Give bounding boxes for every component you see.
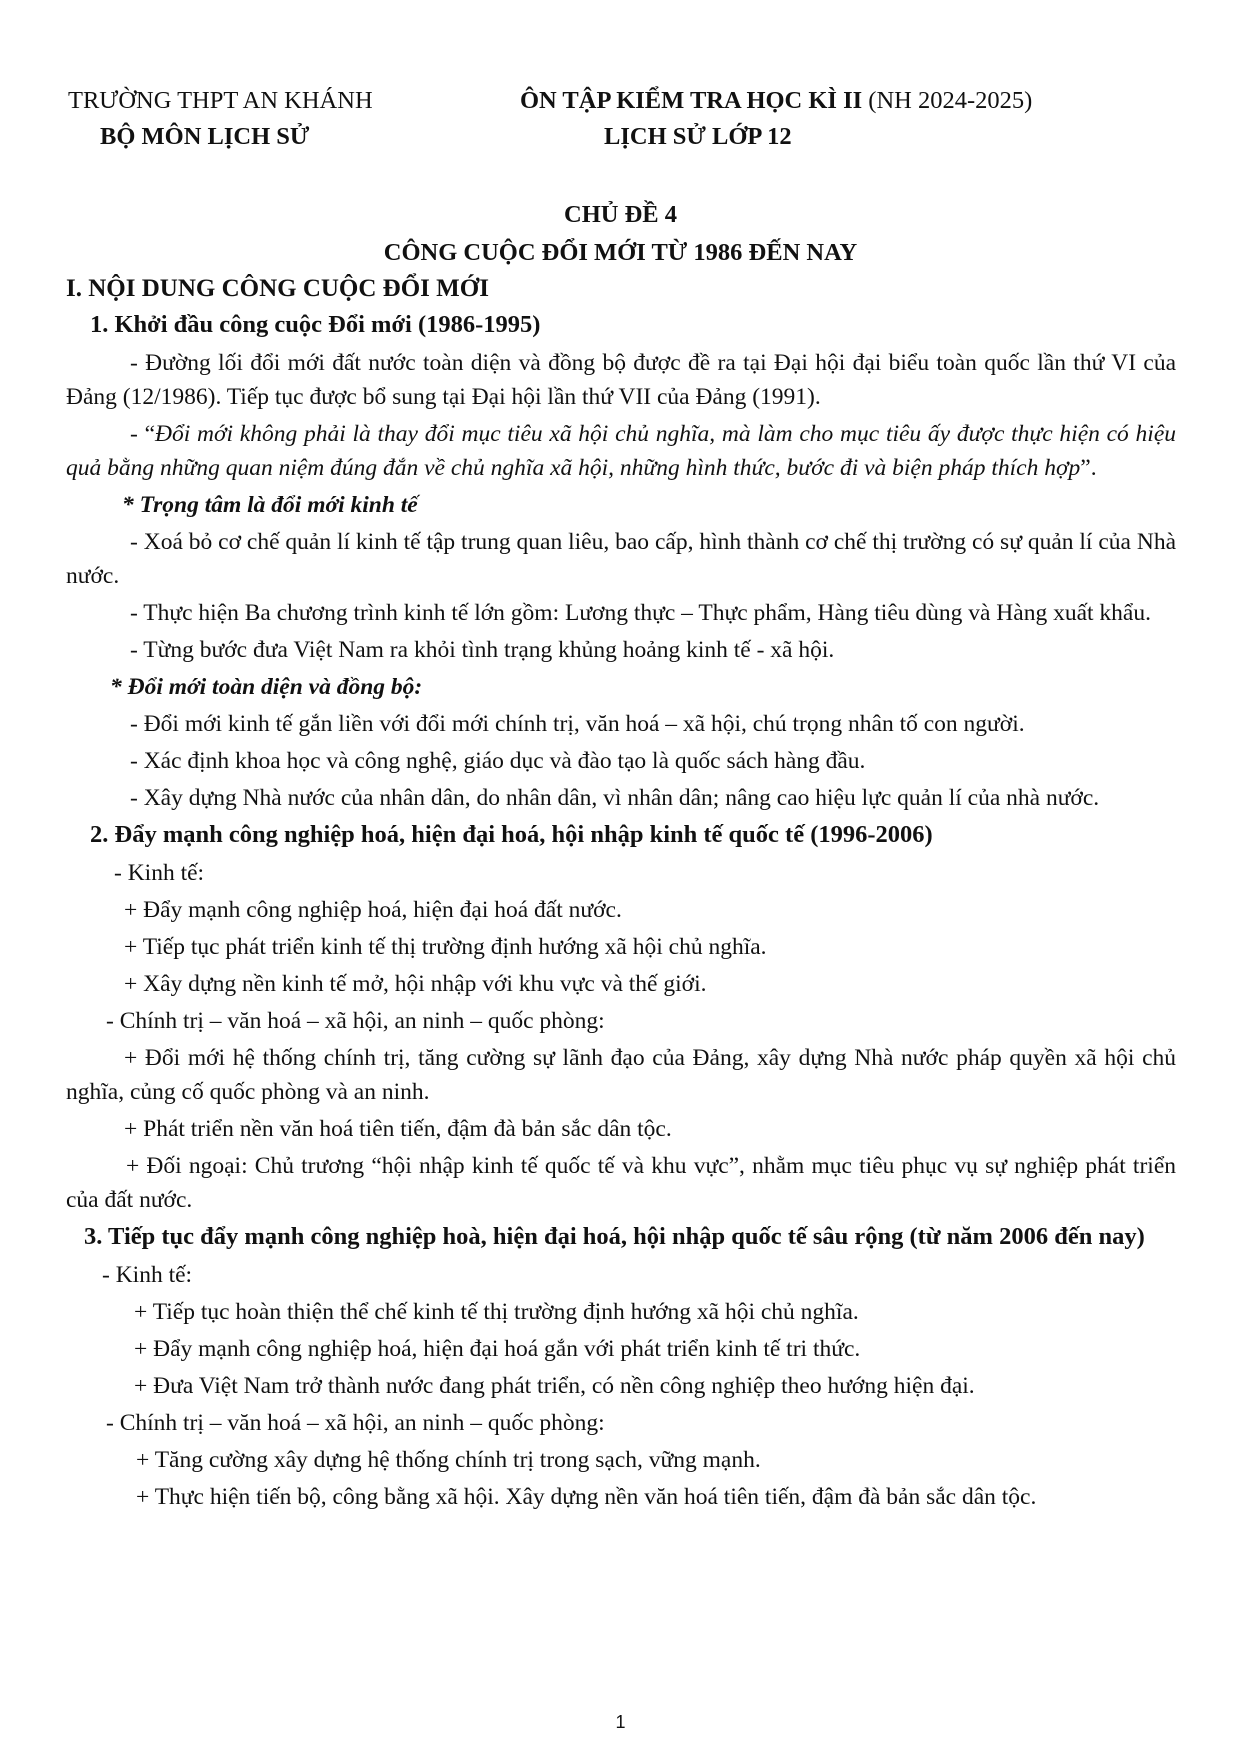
list-item: - Thực hiện Ba chương trình kinh tế lớn gồm: Lương thực – Thực phẩm, Hàng tiêu dùng và Hàng xuất khẩu. (130, 600, 1151, 626)
list-item: + Xây dựng nền kinh tế mở, hội nhập với khu vực và thế giới. (124, 971, 707, 997)
quote-open: - “ (130, 421, 156, 447)
list-item: + Đẩy mạnh công nghiệp hoá, hiện đại hoá gắn với phát triển kinh tế tri thức. (134, 1336, 861, 1362)
list-item: + Thực hiện tiến bộ, công bằng xã hội. Xây dựng nền văn hoá tiên tiến, đậm đà bản sắc dân tộc. (136, 1484, 1037, 1510)
politics-label: - Chính trị – văn hoá – xã hội, an ninh – quốc phòng: (106, 1410, 605, 1436)
topic-number: CHỦ ĐỀ 4 (564, 201, 677, 228)
list-item: - Xác định khoa học và công nghệ, giáo dục và đào tạo là quốc sách hàng đầu. (130, 748, 866, 774)
list-item: + Đổi mới hệ thống chính trị, tăng cường sự lãnh đạo của Đảng, xây dựng Nhà nước pháp quyền xã hội chủ nghĩa, củng cố quốc phòng và an ninh. (66, 1045, 1176, 1105)
list-item: + Đối ngoại: Chủ trương “hội nhập kinh tế quốc tế và khu vực”, nhằm mục tiêu phục vụ sự nghiệp phát triển của đất nước. (66, 1153, 1176, 1213)
part3-heading: 3. Tiếp tục đẩy mạnh công nghiệp hoà, hiện đại hoá, hội nhập quốc tế sâu rộng (từ năm 2006 đến nay) (84, 1223, 1145, 1250)
document-body (66, 272, 1176, 1517)
quote-close: ”. (1080, 455, 1097, 481)
exam-title-line (520, 84, 1032, 118)
part1-heading: 1. Khởi đầu công cuộc Đổi mới (1986-1995) (90, 311, 541, 338)
econ-label: - Kinh tế: (102, 1262, 193, 1288)
list-item: - Xoá bỏ cơ chế quản lí kinh tế tập trung quan liêu, bao cấp, hình thành cơ chế thị trường có sự quản lí của Nhà nước. (66, 529, 1176, 589)
exam-title: ÔN TẬP KIỂM TRA HỌC KÌ II (520, 87, 863, 114)
school-name: TRƯỜNG THPT AN KHÁNH (68, 87, 373, 114)
politics-label: - Chính trị – văn hoá – xã hội, an ninh – quốc phòng: (106, 1008, 605, 1034)
list-item: - Xây dựng Nhà nước của nhân dân, do nhân dân, vì nhân dân; nâng cao hiệu lực quản lí của nhà nước. (130, 785, 1100, 811)
list-item: - Từng bước đưa Việt Nam ra khỏi tình trạng khủng hoảng kinh tế - xã hội. (130, 637, 835, 663)
part1-quote (66, 417, 1176, 485)
econ-label: - Kinh tế: (114, 860, 205, 886)
subject-name: LỊCH SỬ LỚP 12 (604, 123, 792, 150)
econ-focus-heading: * Trọng tâm là đổi mới kinh tế (122, 492, 418, 518)
list-item: + Tiếp tục hoàn thiện thể chế kinh tế thị trường định hướng xã hội chủ nghĩa. (134, 1299, 859, 1325)
section-heading: I. NỘI DUNG CÔNG CUỘC ĐỔI MỚI (66, 275, 489, 302)
list-item: + Đẩy mạnh công nghiệp hoá, hiện đại hoá đất nước. (124, 897, 622, 923)
quote-text: Đổi mới không phải là thay đổi mục tiêu xã hội chủ nghĩa, mà làm cho mục tiêu ấy được thực hiện có hiệu quả bằng những quan niệm đúng đắn về chủ nghĩa xã hội, những hình thức, bước đi và biện pháp thích hợp (66, 421, 1177, 481)
part1-paragraph: - Đường lối đổi mới đất nước toàn diện và đồng bộ được đề ra tại Đại hội đại biểu toàn quốc lần thứ VI của Đảng (12/1986). Tiếp tục được bổ sung tại Đại hội lần thứ VII của Đảng (1991). (66, 350, 1176, 410)
part2-heading: 2. Đẩy mạnh công nghiệp hoá, hiện đại hoá, hội nhập kinh tế quốc tế (1996-2006) (90, 821, 933, 848)
list-item: + Tăng cường xây dựng hệ thống chính trị trong sạch, vững mạnh. (136, 1447, 761, 1473)
topic-title: CÔNG CUỘC ĐỔI MỚI TỪ 1986 ĐẾN NAY (383, 239, 858, 266)
list-item: + Tiếp tục phát triển kinh tế thị trường định hướng xã hội chủ nghĩa. (124, 934, 767, 960)
list-item: - Đổi mới kinh tế gắn liền với đổi mới chính trị, văn hoá – xã hội, chú trọng nhân tố con người. (130, 711, 1025, 737)
comprehensive-heading: * Đổi mới toàn diện và đồng bộ: (110, 674, 423, 700)
list-item: + Phát triển nền văn hoá tiên tiến, đậm đà bản sắc dân tộc. (124, 1116, 672, 1142)
department-name: BỘ MÔN LỊCH SỬ (100, 123, 310, 150)
list-item: + Đưa Việt Nam trở thành nước đang phát triển, có nền công nghiệp theo hướng hiện đại. (134, 1373, 975, 1399)
page-number: 1 (615, 1712, 626, 1732)
school-year: (NH 2024-2025) (868, 87, 1033, 114)
